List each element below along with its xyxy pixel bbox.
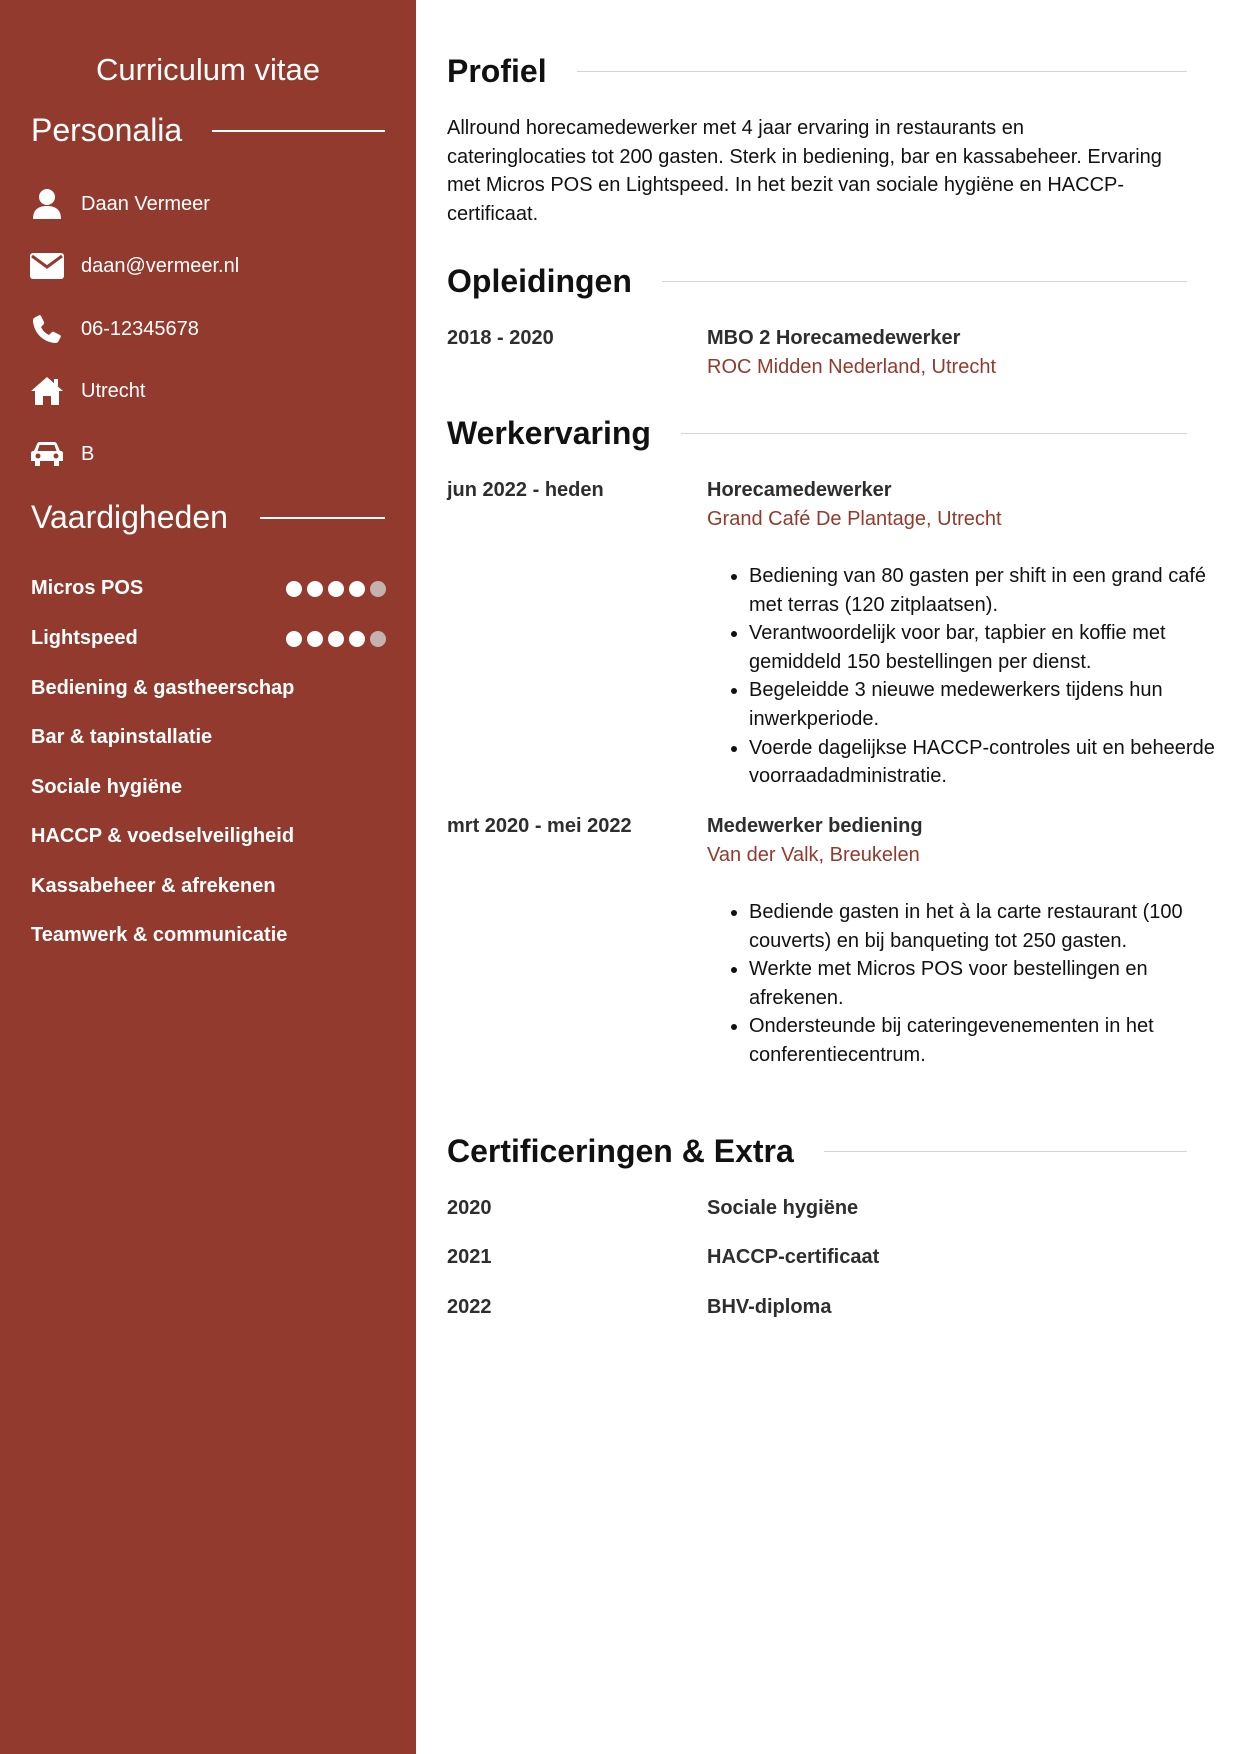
skill-label: Teamwerk & communicatie xyxy=(31,924,288,946)
cert-title: Sociale hygiëne xyxy=(707,1197,859,1219)
list-item: • Verantwoordelijk voor bar, tapbier en koffie met gemiddeld 150 bestellingen per dienst. xyxy=(749,619,1219,676)
skill-item xyxy=(31,924,386,947)
contact-name-text: Daan Vermeer xyxy=(81,192,210,215)
cert-year: 2020 xyxy=(447,1197,492,1219)
list-item: • Bediening van 80 gasten per shift in een grand café met terras (120 zitplaatsen). xyxy=(749,562,1219,619)
divider xyxy=(662,281,1187,282)
contact-city xyxy=(30,374,145,408)
list-item: • Voerde dagelijkse HACCP-controles uit en beheerde voorraadadministratie. xyxy=(749,734,1219,791)
skill-item xyxy=(31,677,386,700)
contact-license-text: B xyxy=(81,442,95,465)
rating-dot-filled xyxy=(307,631,323,647)
skills-heading-label: Vaardigheden xyxy=(31,499,228,535)
experience-heading-label: Werkervaring xyxy=(447,415,651,451)
profile-heading xyxy=(447,53,1187,90)
rating-dot-filled xyxy=(286,631,302,647)
skill-item xyxy=(31,726,386,749)
job-date: jun 2022 - heden xyxy=(447,479,604,501)
skill-item xyxy=(31,627,386,650)
divider xyxy=(577,71,1187,72)
divider xyxy=(681,433,1187,434)
education-date: 2018 - 2020 xyxy=(447,327,554,349)
home-icon xyxy=(30,374,64,408)
contact-phone-text: 06-12345678 xyxy=(81,317,199,340)
skill-item xyxy=(31,776,386,799)
skill-label: Bediening & gastheerschap xyxy=(31,677,295,699)
education-school: ROC Midden Nederland, Utrecht xyxy=(707,356,997,378)
education-heading-label: Opleidingen xyxy=(447,263,632,299)
certifications-heading xyxy=(447,1133,1187,1170)
person-icon xyxy=(30,187,64,221)
skill-label: Sociale hygiëne xyxy=(31,776,183,798)
skill-item xyxy=(31,825,386,848)
rating-dot-empty xyxy=(370,581,386,597)
skill-item xyxy=(31,577,386,600)
profile-text: Allround horecamedewerker met 4 jaar ervaring in restaurants en cateringlocaties tot 200 gasten. Sterk in bediening, bar en kassabeheer. Ervaring met Micros POS en Lightspeed. In het bezit van sociale hygiëne en HACCP-certificaat. xyxy=(447,117,1162,225)
list-item: • Bediende gasten in het à la carte restaurant (100 couverts) en bij banqueting tot 250 gasten. xyxy=(749,898,1219,955)
profile-heading-label: Profiel xyxy=(447,53,547,89)
skill-label: Lightspeed xyxy=(31,627,138,649)
job-employer: Van der Valk, Breukelen xyxy=(707,844,920,866)
job-employer: Grand Café De Plantage, Utrecht xyxy=(707,508,1002,530)
education-title: MBO 2 Horecamedewerker xyxy=(707,327,961,349)
cert-title: HACCP-certificaat xyxy=(707,1246,880,1268)
skill-label: Micros POS xyxy=(31,577,144,599)
rating-dot-empty xyxy=(370,631,386,647)
contact-phone xyxy=(30,312,199,346)
rating-dot-filled xyxy=(328,631,344,647)
contact-city-text: Utrecht xyxy=(81,379,146,402)
envelope-icon xyxy=(30,249,64,283)
job-bullets xyxy=(727,562,1219,791)
skills-heading xyxy=(31,499,385,536)
education-heading xyxy=(447,263,1187,300)
cert-year: 2022 xyxy=(447,1296,492,1318)
contact-license xyxy=(30,437,94,471)
skill-label: Kassabeheer & afrekenen xyxy=(31,875,276,897)
cert-year: 2021 xyxy=(447,1246,492,1268)
sidebar xyxy=(0,0,416,1754)
skill-item xyxy=(31,875,386,898)
skill-rating xyxy=(286,581,386,597)
car-icon xyxy=(30,437,64,471)
list-item: • Ondersteunde bij cateringevenementen in het conferentiecentrum. xyxy=(749,1012,1219,1069)
phone-icon xyxy=(30,312,64,346)
rating-dot-filled xyxy=(349,631,365,647)
rating-dot-filled xyxy=(349,581,365,597)
cert-title: BHV-diploma xyxy=(707,1296,832,1318)
personalia-heading-label: Personalia xyxy=(31,112,183,148)
rating-dot-filled xyxy=(286,581,302,597)
job-date: mrt 2020 - mei 2022 xyxy=(447,815,632,837)
contact-name xyxy=(30,187,210,221)
divider xyxy=(260,517,385,519)
job-title: Medewerker bediening xyxy=(707,815,923,837)
contact-email xyxy=(30,249,239,283)
certifications-heading-label: Certificeringen & Extra xyxy=(447,1133,794,1169)
divider xyxy=(824,1151,1187,1152)
list-item: • Werkte met Micros POS voor bestellingen en afrekenen. xyxy=(749,955,1219,1012)
skill-rating xyxy=(286,631,386,647)
contact-email-text: daan@vermeer.nl xyxy=(81,254,240,277)
divider xyxy=(212,130,385,132)
job-bullets xyxy=(727,898,1219,1070)
rating-dot-filled xyxy=(328,581,344,597)
personalia-heading xyxy=(31,112,385,149)
skill-label: HACCP & voedselveiligheid xyxy=(31,825,295,847)
experience-heading xyxy=(447,415,1187,452)
rating-dot-filled xyxy=(307,581,323,597)
list-item: • Begeleidde 3 nieuwe medewerkers tijdens hun inwerkperiode. xyxy=(749,676,1219,733)
skill-label: Bar & tapinstallatie xyxy=(31,726,213,748)
job-title: Horecamedewerker xyxy=(707,479,892,501)
cv-title: Curriculum vitae xyxy=(96,52,320,87)
